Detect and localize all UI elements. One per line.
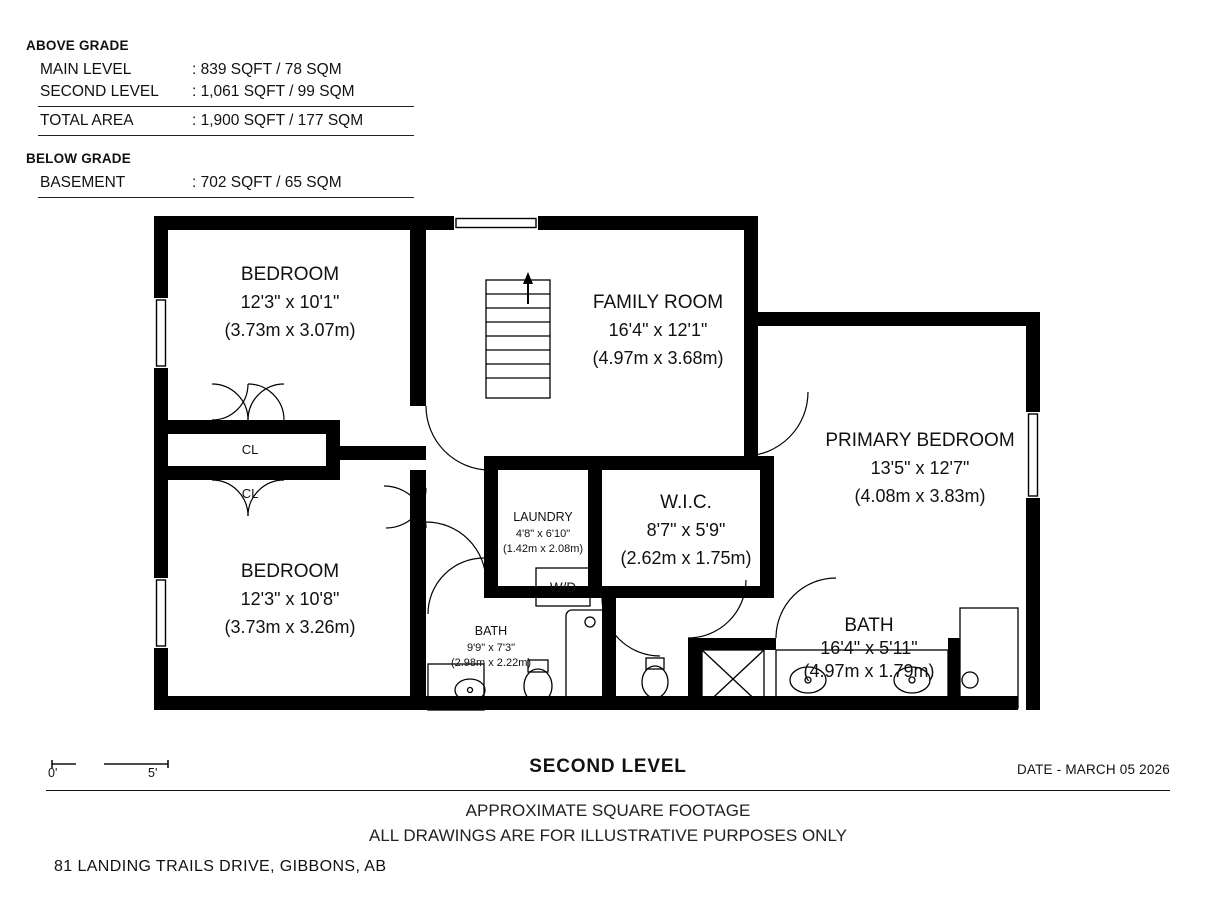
room-dimension-metric: (3.73m x 3.07m) xyxy=(224,320,356,340)
legend-spacer xyxy=(26,139,426,151)
legend-row-basement xyxy=(26,172,426,194)
room-name: PRIMARY BEDROOM xyxy=(825,430,1015,451)
room-dimension-imperial: 13'5" x 12'7" xyxy=(870,458,970,478)
room-dimension-metric: (4.08m x 3.83m) xyxy=(854,486,986,506)
scale-start-label: 0' xyxy=(48,766,58,780)
appliance-label: W/D xyxy=(549,580,577,595)
room-label-bath-2 xyxy=(803,615,934,681)
disclaimer xyxy=(0,798,1216,848)
legend-row-second-level xyxy=(26,81,426,103)
legend-label: TOTAL AREA xyxy=(40,112,134,129)
disclaimer-line-2: ALL DRAWINGS ARE FOR ILLUSTRATIVE PURPOSES ONLY xyxy=(368,826,847,845)
room-dimension-imperial: 9'9" x 7'3" xyxy=(466,642,516,654)
room-label-wic xyxy=(620,492,751,568)
room-label-laundry xyxy=(503,510,583,555)
room-dimension-imperial: 8'7" x 5'9" xyxy=(646,520,726,540)
stair-direction-arrow xyxy=(523,272,533,304)
area-legend xyxy=(26,38,426,201)
room-name: LAUNDRY xyxy=(513,510,573,524)
level-title: SECOND LEVEL xyxy=(529,756,687,777)
room-dimension-metric: (4.97m x 1.79m) xyxy=(803,661,935,681)
legend-value: : 839 SQFT / 78 SQM xyxy=(192,61,342,78)
room-name: BEDROOM xyxy=(240,561,340,582)
room-name: W.I.C. xyxy=(660,492,712,513)
room-label-family-room xyxy=(592,292,723,368)
above-grade-heading: ABOVE GRADE xyxy=(26,38,129,53)
legend-row-main-level xyxy=(26,59,426,81)
disclaimer-line-1: APPROXIMATE SQUARE FOOTAGE xyxy=(465,801,751,820)
below-grade-heading: BELOW GRADE xyxy=(26,151,131,166)
legend-label: SECOND LEVEL xyxy=(40,83,159,100)
property-address: 81 LANDING TRAILS DRIVE, GIBBONS, AB xyxy=(54,858,387,875)
floor-plan xyxy=(0,198,1216,758)
room-dimension-imperial: 16'4" x 12'1" xyxy=(608,320,708,340)
room-dimension-imperial: 16'4" x 5'11" xyxy=(820,638,918,658)
footer-divider xyxy=(46,790,1170,791)
closet-label-2: CL xyxy=(241,486,259,501)
legend-row-total-area xyxy=(26,110,426,132)
scale-end-label: 5' xyxy=(148,766,158,780)
room-name: FAMILY ROOM xyxy=(592,292,724,313)
room-label-bedroom-2 xyxy=(224,561,355,637)
legend-value: : 1,900 SQFT / 177 SQM xyxy=(192,112,364,129)
room-dimension-metric: (4.97m x 3.68m) xyxy=(592,348,724,368)
room-dimension-metric: (3.73m x 3.26m) xyxy=(224,617,356,637)
legend-label: MAIN LEVEL xyxy=(40,61,132,78)
legend-value: : 702 SQFT / 65 SQM xyxy=(192,174,342,191)
room-dimension-metric: (2.62m x 1.75m) xyxy=(620,548,752,568)
legend-divider xyxy=(38,106,414,107)
room-label-bath-1 xyxy=(451,624,531,669)
closet-label-1: CL xyxy=(241,442,259,457)
room-dimension-imperial: 12'3" x 10'8" xyxy=(240,589,340,609)
room-name: BEDROOM xyxy=(240,264,340,285)
room-label-bedroom-1 xyxy=(224,264,355,340)
legend-value: : 1,061 SQFT / 99 SQM xyxy=(192,83,355,100)
legend-label: BASEMENT xyxy=(40,174,126,191)
room-dimension-metric: (2.98m x 2.22m) xyxy=(450,657,532,669)
staircase xyxy=(486,280,550,398)
room-dimension-metric: (1.42m x 2.08m) xyxy=(502,543,584,555)
room-name: BATH xyxy=(844,615,894,636)
room-label-primary-bedroom xyxy=(825,430,1014,506)
room-dimension-imperial: 4'8" x 6'10" xyxy=(515,528,571,540)
room-dimension-imperial: 12'3" x 10'1" xyxy=(240,292,340,312)
plan-date: DATE - MARCH 05 2026 xyxy=(1016,762,1170,777)
legend-divider xyxy=(38,135,414,136)
room-name: BATH xyxy=(474,624,508,638)
